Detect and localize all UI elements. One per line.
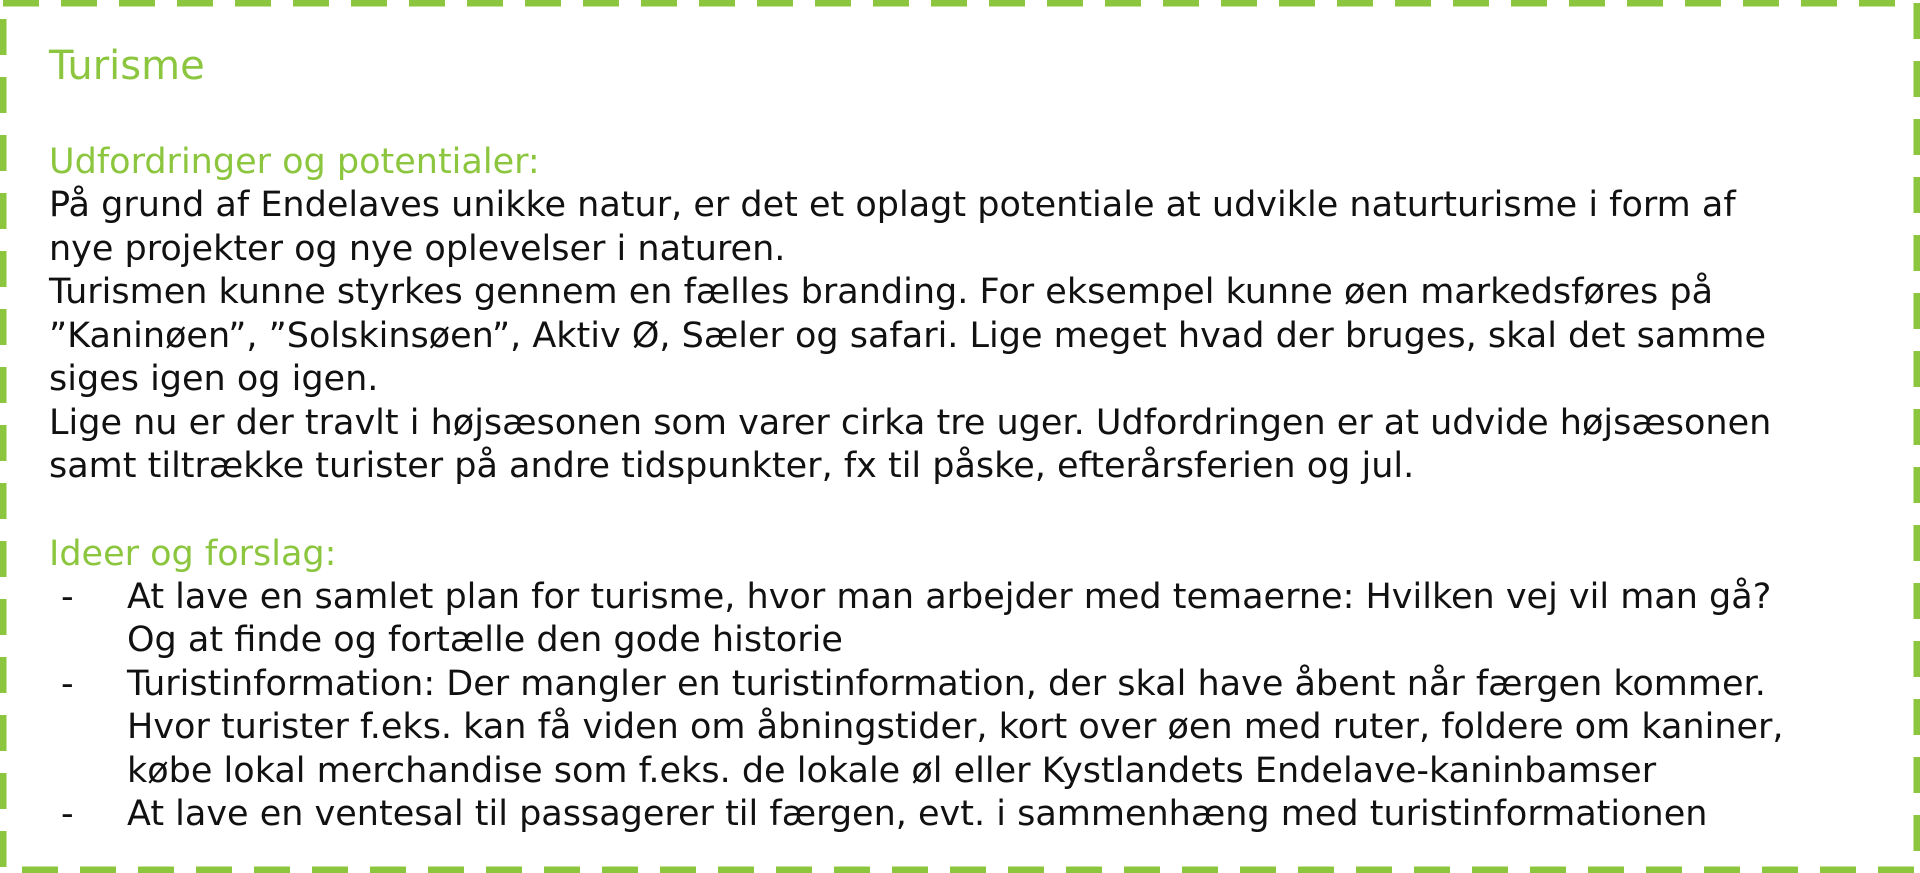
challenges-heading: Udfordringer og potentialer: <box>49 142 540 182</box>
list-item-text: Hvor turister f.eks. kan få viden om åbningstider, kort over øen med ruter, foldere om kaniner, <box>127 707 1784 747</box>
list-item-text: At lave en ventesal til passagerer til færgen, evt. i sammenhæng med turistinformationen <box>127 794 1708 834</box>
challenges-line: Lige nu er der travlt i højsæsonen som varer cirka tre uger. Udfordringen er at udvide højsæsonen <box>49 402 1772 443</box>
challenges-section <box>49 140 1879 489</box>
bullet-dash: - <box>61 663 74 704</box>
challenges-line: samt tiltrække turister på andre tidspunkter, fx til påske, efterårsferien og jul. <box>49 446 1415 486</box>
challenges-line: På grund af Endelaves unikke natur, er det et oplagt potentiale at udvikle naturturisme i form af <box>49 185 1736 225</box>
section-spacer <box>49 489 1879 532</box>
ideas-list <box>49 576 1879 837</box>
list-item-text: købe lokal merchandise som f.eks. de lokale øl eller Kystlandets Endelave-kaninbamser <box>127 750 1657 791</box>
document-content <box>49 40 1879 837</box>
page-title: Turisme <box>49 43 205 89</box>
list-item-text: Og at finde og fortælle den gode historie <box>127 620 843 660</box>
challenges-line: siges igen og igen. <box>49 359 379 399</box>
list-item-text: At lave en samlet plan for turisme, hvor man arbejder med temaerne: Hvilken vej vil man gå? <box>127 576 1772 617</box>
challenges-line: ”Kaninøen”, ”Solskinsøen”, Aktiv Ø, Sæler og safari. Lige meget hvad der bruges, skal det samme <box>49 315 1767 356</box>
ideas-heading: Ideer og forslag: <box>49 533 337 574</box>
list-item <box>49 576 1879 663</box>
list-item <box>49 663 1879 794</box>
bullet-dash: - <box>61 794 74 834</box>
bullet-dash: - <box>61 576 74 617</box>
list-item <box>49 793 1879 837</box>
challenges-line: nye projekter og nye oplevelser i naturen. <box>49 228 786 269</box>
challenges-line: Turismen kunne styrkes gennem en fælles branding. For eksempel kunne øen markedsføres på <box>49 272 1714 312</box>
list-item-text: Turistinformation: Der mangler en turistinformation, der skal have åbent når færgen kommer. <box>127 663 1766 704</box>
ideas-section <box>49 532 1879 837</box>
